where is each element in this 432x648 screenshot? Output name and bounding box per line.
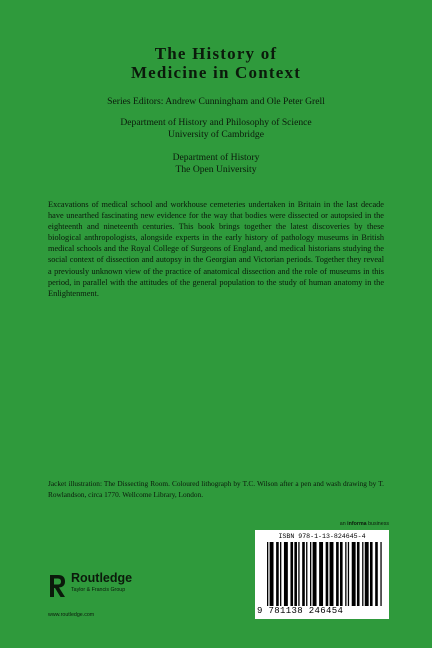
informa-prefix: an	[339, 521, 348, 527]
publisher-block	[48, 568, 198, 626]
barcode-stripe	[365, 542, 369, 606]
barcode-stripe	[352, 542, 356, 606]
department-cambridge-name: Department of History and Philosophy of Science	[120, 117, 312, 128]
barcode-stripe	[284, 542, 288, 606]
barcode-stripe	[380, 542, 381, 606]
barcode-stripe	[313, 542, 317, 606]
series-title-line1: The History of	[154, 44, 278, 63]
barcode-stripe	[348, 542, 349, 606]
barcode-area	[255, 521, 389, 619]
barcode-digits: 9 781138 246454	[257, 606, 344, 616]
publisher-name: Routledge	[71, 571, 133, 585]
barcode-stripe	[345, 542, 346, 606]
series-editors: Series Editors: Andrew Cunningham and Ole Peter Grell	[107, 96, 325, 107]
department-cambridge-university: University of Cambridge	[168, 128, 264, 140]
barcode-stripe	[357, 542, 360, 606]
barcode-stripe	[294, 542, 297, 606]
barcode-stripe	[267, 542, 268, 606]
barcode-stripe	[362, 542, 363, 606]
informa-business-tag	[255, 521, 389, 527]
publisher-group: Taylor & Francis Group	[71, 587, 126, 593]
barcode-stripe	[298, 542, 299, 606]
barcode-stripe	[319, 542, 323, 606]
department-open-name: Department of History	[172, 152, 260, 163]
routledge-r-logo-icon	[48, 573, 68, 599]
barcode-stripe	[330, 542, 334, 606]
barcode-stripe	[370, 542, 373, 606]
barcode-stripe	[336, 542, 339, 606]
jacket-illustration-credit: Jacket illustration: The Dissecting Room. Coloured lithograph by T.C. Wilson after a pen and wash drawing by T. Rowlandson, circa 1770. Wellcome Library, London.	[48, 479, 384, 499]
barcode-stripe	[326, 542, 329, 606]
series-title-line2: Medicine in Context	[130, 63, 302, 82]
isbn-label: ISBN 978-1-13-824645-4	[278, 533, 366, 540]
informa-suffix: business	[366, 521, 389, 527]
barcode-stripe	[375, 542, 378, 606]
department-open-university	[0, 152, 432, 175]
barcode-stripe	[280, 542, 281, 606]
barcode-stripe	[276, 542, 279, 606]
department-cambridge	[0, 117, 432, 140]
barcode-stripe	[310, 542, 311, 606]
barcode-stripe	[270, 542, 274, 606]
barcode-stripe	[290, 542, 293, 606]
barcode-stripe	[302, 542, 305, 606]
publisher-url: www.routledge.com	[48, 612, 95, 618]
barcode-box	[255, 530, 389, 619]
series-title	[0, 44, 432, 82]
barcode-icon	[267, 542, 383, 606]
book-blurb: Excavations of medical school and workhouse cemeteries undertaken in Britain in the last decade have unearthed fascinating new evidence for the way that bodies were dissected or autopsied in the eighteenth and nineteenth centuries. This book brings together the latest discoveries by these biological anthropologists, alongside experts in the early history of pathology museums in British medical schools and the Royal College of Surgeons of England, and medical historians studying the social context of dissection and autopsy in the Georgian and Victorian periods. Together they reveal a previously unknown view of the practice of anatomical dissection and the role of museums in this period, in parallel with the attitudes of the general population to the study of human anatomy in the Enlightenment.	[48, 200, 384, 298]
informa-brand: informa	[347, 521, 367, 527]
department-open-university-name: The Open University	[175, 163, 257, 175]
barcode-stripe	[340, 542, 343, 606]
barcode-stripe	[306, 542, 307, 606]
